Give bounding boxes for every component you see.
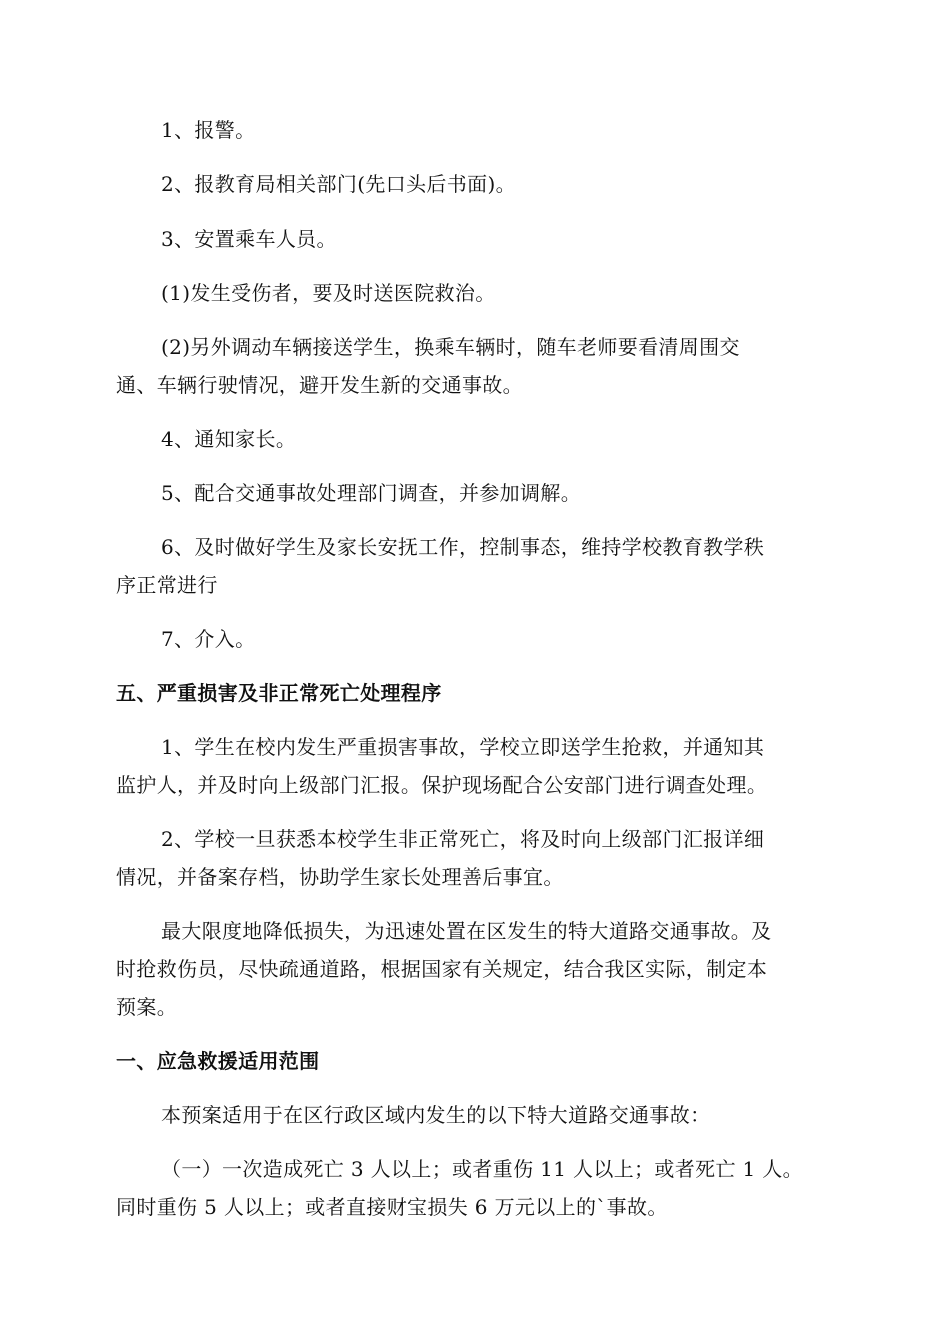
intro-paragraph-line-2: 时抢救伤员，尽快疏通道路，根据国家有关规定，结合我区实际，制定本 [116, 957, 768, 981]
list-item-3: 3、安置乘车人员。 [161, 227, 337, 251]
section5-item-2-line-2: 情况，并备案存档，协助学生家长处理善后事宜。 [116, 865, 564, 889]
section5-item-1-line-1: 1、学生在校内发生严重损害事故，学校立即送学生抢救，并通知其 [161, 735, 765, 759]
list-item-6-line-1: 6、及时做好学生及家长安抚工作，控制事态，维持学校教育教学秩 [161, 535, 765, 559]
intro-paragraph-line-3: 预案。 [116, 995, 178, 1019]
scope-paragraph: 本预案适用于在区行政区域内发生的以下特大道路交通事故： [161, 1103, 711, 1127]
section5-item-1-line-2: 监护人，并及时向上级部门汇报。保护现场配合公安部门进行调查处理。 [116, 773, 768, 797]
sub-item-2-line-1: (2)另外调动车辆接送学生，换乘车辆时，随车老师要看清周围交 [161, 335, 740, 359]
list-item-6-line-2: 序正常进行 [116, 573, 218, 597]
list-item-1: 1、报警。 [161, 118, 256, 142]
list-item-4: 4、通知家长。 [161, 427, 297, 451]
section-heading-1: 一、应急救援适用范围 [116, 1049, 320, 1073]
criteria-item-1-line-2: 同时重伤 5 人以上；或者直接财宝损失 6 万元以上的`事故。 [116, 1195, 668, 1219]
section-heading-5: 五、严重损害及非正常死亡处理程序 [116, 681, 442, 705]
sub-item-1: (1)发生受伤者，要及时送医院救治。 [161, 281, 496, 305]
list-item-5: 5、配合交通事故处理部门调查，并参加调解。 [161, 481, 582, 505]
intro-paragraph-line-1: 最大限度地降低损失，为迅速处置在区发生的特大道路交通事故。及 [161, 919, 772, 943]
sub-item-2-line-2: 通、车辆行驶情况，避开发生新的交通事故。 [116, 373, 523, 397]
criteria-item-1-line-1: （一）一次造成死亡 3 人以上；或者重伤 11 人以上；或者死亡 1 人。 [161, 1157, 803, 1181]
list-item-2: 2、报教育局相关部门(先口头后书面)。 [161, 172, 516, 196]
list-item-7: 7、介入。 [161, 627, 256, 651]
section5-item-2-line-1: 2、学校一旦获悉本校学生非正常死亡，将及时向上级部门汇报详细 [161, 827, 765, 851]
